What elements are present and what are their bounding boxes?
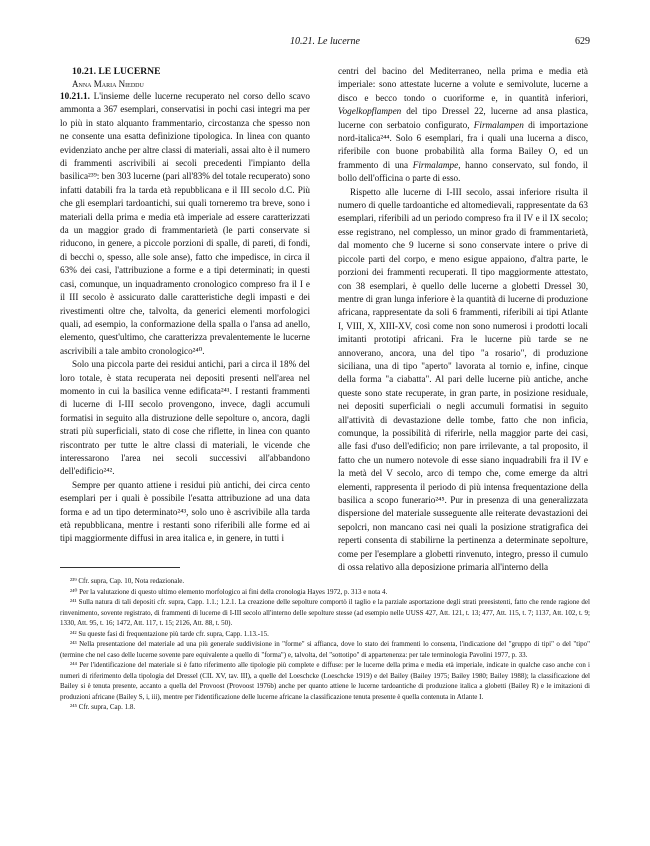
footnote: ²⁴⁰ Per la valutazione di questo ultimo elemento morfologico ai fini della cronologia Hayes 1972, p. 313 e nota 4. — [70, 587, 388, 596]
footnote: ²⁴¹ Sulla natura di tali depositi cfr. supra, Capp. 1.1.; 1.2.1. La creazione delle sepolture comportò il taglio e la parziale asportazione degli strati preesistenti, fatto che rende ragione del rinvenimento, sovente registrato, di frammenti di lucerne di I-III secolo all'interno delle sepolture stesse (ad esempio nelle UUSS 427, Att. 121, t. 13; 477, Att. 115, t. 7; 1137, Att. 102, t. 9; 1330, Att. 95, t. 16; 1472, Att. 117, t. 15; 2126, Att. 88, t. 50). — [60, 598, 590, 627]
footnote: ²⁴⁴ Per l'identificazione del materiale si è fatto riferimento alle tipologie più complete e diffuse: per le lucerne della prima e media età imperiale, indicate in qualche caso anche con i numeri di riferimento della tipologia del Dressel (CIL XV, tav. III), a quelle del Loeschcke (Loeschcke 1919) e del Bailey (Bailey 1975; Bailey 1980; Bailey 1988); la classificazione del Bailey si è tenuta presente, accanto a quella del Provoost (Provoost 1976b) anche per quanto attiene le lucerne tardoantiche di produzione italica a globetti (Bailey R) e le imitazioni di produzioni africane (Bailey S, i, iii), mentre per l'identificazione delle lucerne africane la classificazione tenuta presente è quella contenuta in Atlante I. — [60, 661, 590, 701]
paragraph: Rispetto alle lucerne di I-III secolo, assai inferiore risulta il numero di quelle tardoantiche ed altomedievali, rappresentate da 63 esemplari, riferibili ad un periodo compreso fra il IV e il IX secolo; esse registrano, nel complesso, un minor grado di frammentarietà, dal momento che 9 lucerne si sono conservate intere o prive di piccole parti del corpo, e meno esigue appaiono, d'altra parte, le porzioni dei frammenti recuperati. Il tipo maggiormente attestato, con 38 esemplari, è quello delle lucerne a globetti Dressel 30, mentre di gran lunga inferiore è la quantità di lucerne di produzione africana, rappresentate da soli 6 frammenti, riferibili ai tipi Atlante I, VIII, X, XIII-XV, così come non sono numerosi i prodotti locali imitanti prototipi africani. Fra le lucerne più tarde se ne annoverano, ancora, una del tipo "a rosario", di produzione siciliana, una di tipo "aperto" lavorata al tornio e, infine, cinque della forma "a ciabatta". Al pari delle lucerne più antiche, anche queste sono state recuperate, in gran parte, in posizione residuale, nei depositi superficiali o negli accumuli formatisi in seguito all'attività di devastazione delle tombe, fatto che non inficia, comunque, la possibilità di riferirle, nella maggior parte dei casi, alle fasi d'uso dell'edificio; non pare irrilevante, a tal proposito, il fatto che un numero notevole di esse siano inquadrabili fra il IV e la metà del V secolo, arco di tempo che, come emerge da altri elementi, rappresenta il periodo di più intensa frequentazione della basilica a scopo funerario²⁴⁵. Pur in presenza di una generalizzata dispersione del materiale susseguente alle reiterate devastazioni dei sepolcri, non mancano casi nei quali la posizione stratigrafica dei reperti consenta di stabilirne la pertinenza a determinate sepolture, come per l'esemplare a globetti rinvenuto, integro, presso il cumulo di ossa relativo alla deposizione primaria all'interno della — [338, 186, 588, 573]
footnote: ²⁴² Su queste fasi di frequentazione più tarde cfr. supra, Capp. 1.13.-15. — [70, 629, 269, 638]
footnote: ²³⁹ Cfr. supra, Cap. 10, Nota redazionale. — [70, 577, 185, 585]
paragraph — [338, 65, 588, 186]
italic-term: Vogelkopflampen — [338, 106, 402, 117]
paragraph-text: di importazione nord-italica²⁴⁴. Solo 6 esemplari, fra i quali una lucerna a disco, riferibile con buone probabilità alla forma Bailey O, ed un frammento di una — [338, 119, 588, 170]
running-head — [60, 36, 590, 50]
footnote: ²⁴⁵ Cfr. supra, Cap. 1.8. — [70, 703, 136, 711]
italic-term: Firmalampe — [412, 159, 459, 170]
paragraph: Sempre per quanto attiene i residui più antichi, dei circa cento esemplari per i quali è possibile l'esatta attribuzione ad una data forma e ad un tipo determinato²⁴³, solo uno è ascrivibile alla tarda età repubblicana, mentre i restanti sono riferibili alle forme ed ai tipi maggiormente diffusi in area italica e, in genere, in tutti i — [60, 479, 310, 544]
paragraph-text: L'insieme delle lucerne recuperato nel corso dello scavo ammonta a 367 esemplari, conservatisi in pochi casi integri ma per lo più in stato alquanto frammentario, circostanza che spesso non ne consente una esatta definizione tipologica. In linea con quanto evidenziato anche per altre classi di materiali, assai alto è il numero di frammenti ascrivibili ai secoli precedenti l'impianto della basilica²³⁹: ben 303 lucerne (pari all'83% del totale recuperato) sono infatti databili fra la tarda età repubblicana e il III secolo d.C. Più che gli esemplari tardoantichi, sui quali torneremo tra breve, sono i materiali della prima e media età imperiale ad essere caratterizzati da un maggior grado di frammentarietà (le parti conservate si riducono, in genere, a piccole porzioni di spalle, di pareti, di fondi, di becchi o, spesso, alle sole anse), fatto che impedisce, in circa il 63% dei casi, l'attribuzione a forme e a tipi determinati; in questi casi, comunque, un inquadramento cronologico compreso fra il I e il III secolo è assicurato dalle caratteristiche degli impasti e dei rivestimenti oltre che, talvolta, da generici elementi morfologici quali, ad esempio, la conformazione della spalla o l'ansa ad anello, elemento, quest'ultimo, che caratterizza prevalentemente le lucerne ascrivibili a tale ambito cronologico²⁴⁰. — [60, 91, 310, 356]
paragraph-text: centri del bacino del Mediterraneo, nella prima e media età imperiale: sono attestate lucerne a volute e semivolute, lucerne a disco e becco tondo o cuoriforme e, in quantità inferiori, — [338, 66, 588, 103]
italic-term: Firmalampen — [473, 119, 524, 130]
paragraph-number: 10.21.1. — [60, 91, 90, 101]
paragraph-text: , hanno conservato, sul fondo, il bollo dell'officina o parte di esso. — [338, 159, 588, 184]
paragraph: Solo una piccola parte dei residui antichi, pari a circa il 18% del loro totale, è stata recuperata nei depositi presenti nell'area nel momento in cui la basilica venne edificata²⁴¹. I restanti frammenti di lucerne di I-III secolo provengono, invece, dagli accumuli formatisi in seguito alla distruzione delle sepolture o, ancora, dagli strati più superficiali, stato di cose che riflette, in linea con quanto riscontrato per tutte le altre classi di materiali, le vicende che interessarono l'area nei secoli successivi all'abbandono dell'edificio²⁴². — [60, 359, 310, 477]
page-number: 629 — [575, 36, 590, 47]
section-author: Anna Maria Nieddu — [72, 79, 144, 89]
right-column — [338, 65, 588, 574]
footnote-rule — [60, 567, 180, 568]
running-head-title: 10.21. Le lucerne — [290, 36, 360, 47]
paragraph-text: del tipo Dressel 22, lucerne ad ansa plastica, lucerne con serbatoio configurato, — [338, 106, 588, 130]
paragraph — [60, 90, 310, 358]
left-column — [60, 65, 310, 546]
footnote: ²⁴³ Nella presentazione del materiale ad una più generale suddivisione in "forme" si affianca, dove lo stato dei frammenti lo consenta, l'indicazione del "gruppo di tipi" o del "tipo" (termine che nel caso delle lucerne sovente pare equivalente a quello di "forma") e, talvolta, del "sottotipo" di appartenenza: per tale terminologia Pavolini 1977, p. 33. — [60, 640, 590, 659]
footnotes — [60, 576, 590, 713]
section-title: 10.21. LE LUCERNE — [72, 66, 161, 77]
